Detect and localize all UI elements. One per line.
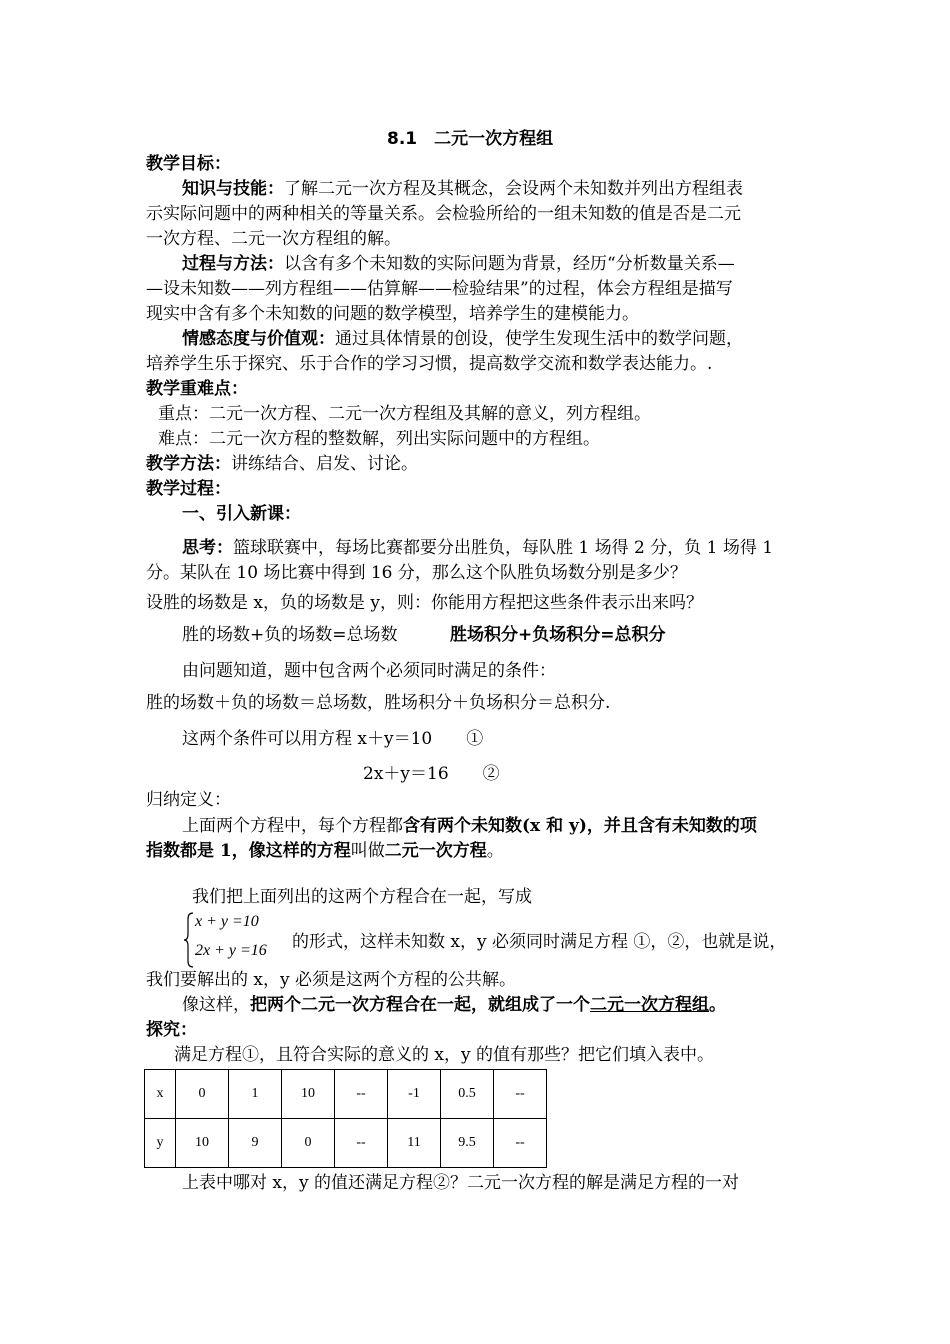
table-cell: 1: [229, 1070, 282, 1119]
think-label: 思考：: [182, 538, 233, 558]
definition-line-1: [182, 814, 757, 838]
attitude-line-1: [182, 327, 743, 351]
table-cell: --: [335, 1119, 388, 1168]
solutions-table: [144, 1069, 547, 1168]
definition-part-3: 指数都是 1，像这样的方程: [146, 841, 351, 861]
assume-line: 设胜的场数是 x，负的场数是 y，则：你能用方程把这些条件表示出来吗？: [146, 593, 703, 613]
knowledge-label: 知识与技能：: [182, 179, 284, 199]
knowledge-line-1: [182, 177, 743, 201]
process-line-2: —设未知数——列方程组——估算解——检验结果”的过程，体会方程组是描写: [146, 279, 733, 299]
attitude-label: 情感态度与价值观：: [182, 329, 335, 349]
table-cell: x: [145, 1070, 176, 1119]
table-cell: 0: [176, 1070, 229, 1119]
conditions-line: 胜的场数＋负的场数＝总场数，胜场积分＋负场积分＝总积分.: [146, 693, 611, 713]
table-cell: 11: [388, 1119, 441, 1168]
like-this-part-3: 二元一次方程组: [590, 995, 709, 1015]
table-cell: 9.5: [441, 1119, 494, 1168]
method-text: 讲练结合、启发、讨论。: [231, 454, 418, 474]
process-line-1: [182, 252, 735, 276]
process-label: 过程与方法：: [182, 254, 284, 274]
attitude-text-1: 通过具体情景的创设，使学生发现生活中的数学问题，: [335, 329, 743, 349]
process-heading: 教学过程：: [146, 479, 231, 499]
think-line-1: [182, 536, 773, 560]
equation-1-line: 这两个条件可以用方程 x＋y＝10 ①: [182, 729, 484, 749]
intro-heading: 一、引入新课：: [182, 504, 301, 524]
like-this-part-1: 像这样，: [182, 995, 250, 1015]
conditions-intro: 由问题知道，题中包含两个必须同时满足的条件：: [182, 661, 556, 681]
attitude-line-2: 培养学生乐于探究、乐于合作的学习习惯，提高数学交流和数学表达能力。.: [146, 354, 713, 374]
knowledge-line-2: 示实际问题中的两种相关的等量关系。会检验所给的一组未知数的值是否是二元: [146, 204, 741, 224]
like-this-part-4: 。: [709, 995, 726, 1015]
method-line: [146, 452, 418, 476]
induce-heading: 归纳定义：: [146, 790, 231, 810]
like-this-part-2: 把两个二元一次方程合在一起，就组成了一个: [250, 995, 590, 1015]
page-title: 8.1 二元一次方程组: [387, 129, 554, 149]
process-line-3: 现实中含有多个未知数的问题的数学模型，培养学生的建模能力。: [146, 304, 639, 324]
table-cell: --: [335, 1070, 388, 1119]
definition-line-2: [146, 839, 504, 863]
combine-after: 的形式，这样未知数 x，y 必须同时满足方程 ①，②，也就是说，: [292, 932, 787, 952]
table-cell: 0.5: [441, 1070, 494, 1119]
combine-intro: 我们把上面列出的这两个方程合在一起，写成: [192, 887, 532, 907]
definition-part-2: 含有两个未知数(x 和 y)，并且含有未知数的项: [403, 816, 757, 836]
table-cell: --: [494, 1070, 547, 1119]
definition-part-4: 叫做: [350, 841, 385, 861]
table-cell: 10: [282, 1070, 335, 1119]
system-brace: [183, 912, 195, 968]
explore-heading: 探究：: [146, 1020, 197, 1040]
table-cell: 10: [176, 1119, 229, 1168]
table-cell: --: [494, 1119, 547, 1168]
knowledge-line-3: 一次方程、二元一次方程组的解。: [146, 229, 401, 249]
key-heading: 教学重难点：: [146, 379, 248, 399]
system-equation-2: 2x + y =16: [195, 942, 267, 959]
key-point: 重点：二元一次方程、二元一次方程组及其解的意义，列方程组。: [158, 404, 651, 424]
relation-right: 胜场积分+负场积分=总积分: [450, 625, 666, 645]
table-row: [145, 1070, 547, 1119]
combine-line-2: 我们要解出的 x，y 必须是这两个方程的公共解。: [146, 970, 516, 990]
system-equation-1: x + y =10: [195, 913, 259, 930]
definition-part-6: 。: [486, 841, 504, 861]
process-text-1: 以含有多个未知数的实际问题为背景，经历“分析数量关系—: [284, 254, 735, 274]
think-text-1: 篮球联赛中，每场比赛都要分出胜负，每队胜 1 场得 2 分，负 1 场得 1: [233, 538, 774, 558]
definition-part-5: 二元一次方程: [384, 841, 487, 861]
explore-text: 满足方程①，且符合实际的意义的 x，y 的值有那些？把它们填入表中。: [174, 1045, 714, 1065]
table-row: [145, 1119, 547, 1168]
knowledge-text-1: 了解二元一次方程及其概念，会设两个未知数并列出方程组表: [284, 179, 743, 199]
equation-2-line: 2x＋y＝16 ②: [363, 764, 500, 784]
method-label: 教学方法：: [146, 454, 231, 474]
table-cell: 9: [229, 1119, 282, 1168]
objectives-heading: 教学目标：: [146, 154, 231, 174]
like-this-line: [182, 993, 726, 1017]
difficult-point: 难点：二元一次方程的整数解，列出实际问题中的方程组。: [158, 429, 600, 449]
think-line-2: 分。某队在 10 场比赛中得到 16 分，那么这个队胜负场数分别是多少？: [146, 563, 687, 583]
definition-part-1: 上面两个方程中，每个方程都: [182, 816, 403, 836]
table-cell: 0: [282, 1119, 335, 1168]
table-cell: -1: [388, 1070, 441, 1119]
relation-left: 胜的场数+负的场数=总场数: [182, 625, 398, 645]
final-line: 上表中哪对 x，y 的值还满足方程②？二元一次方程的解是满足方程的一对: [182, 1173, 739, 1193]
table-cell: y: [145, 1119, 176, 1168]
